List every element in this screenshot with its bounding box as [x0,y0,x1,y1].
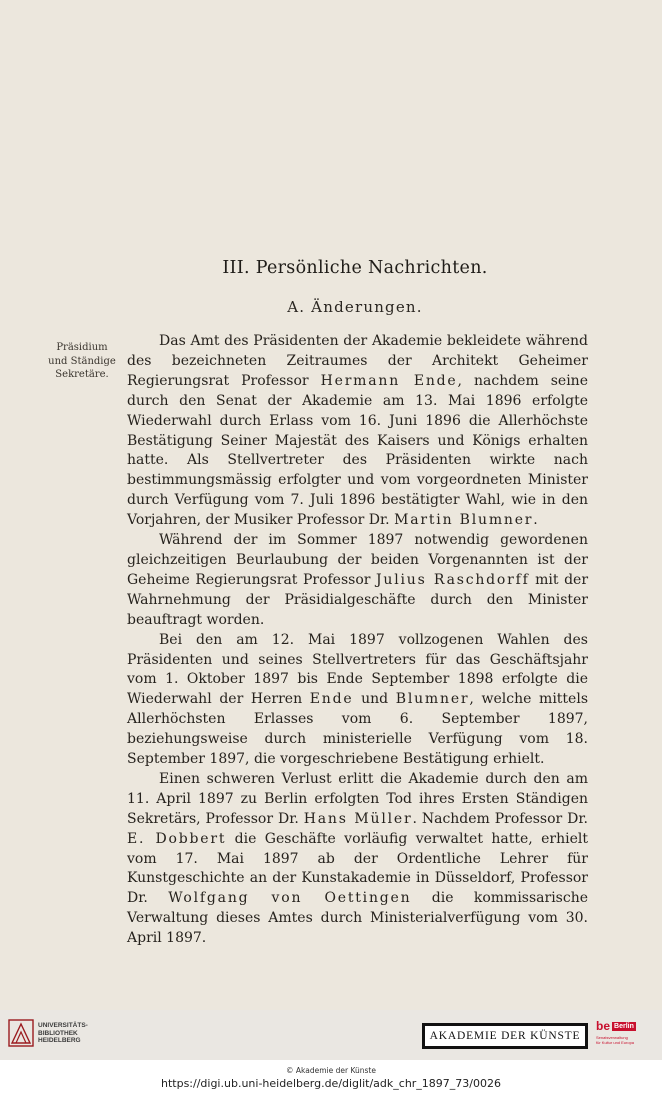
berlin-mark [596,1019,654,1033]
margin-note-line: Sekretäre. [55,369,109,380]
library-name-line: UNIVERSITÄTS- [38,1022,88,1029]
paragraph-text: . [533,512,538,529]
margin-note [40,341,124,382]
library-name-line: BIBLIOTHEK [38,1029,78,1037]
university-library-name[interactable] [38,1022,88,1045]
subsection-heading: A. Änderungen. [287,298,423,316]
margin-note-line: Präsidium [56,342,108,353]
paragraph [127,631,588,770]
paragraph-text: mit der Wahrnehmung der Präsidialgeschäfte durch den Minister beauftragt worden. [127,571,589,628]
paragraph-text: und [353,691,396,708]
copyright-notice: © Akademie der Künste [286,1066,376,1075]
body-text [127,332,588,949]
paragraph [127,770,588,949]
berlin-flag: Berlin [614,1022,634,1030]
paragraph [127,531,588,631]
spaced-name: Wolfgang von Oettingen [168,890,412,907]
akademie-der-kuenste-logo[interactable] [422,1023,588,1049]
paragraph-text: die kommissarische Verwaltung dieses Amtes durch Ministerialverfügung vom 30. April 1897. [127,890,589,947]
paragraph-text: , nachdem seine durch den Senat der Akademie am 13. Mai 1896 erfolgte Wiederwahl durch Erlass vom 16. Juni 1896 die Allerhöchste Bestätigung Seiner Majestät des Kaisers und Königs erhalten hatte. Als Stellvertreter des Präsidenten wirkte nach bestimmungsmässig erfolgter und vom vorgeordneten Minister durch Verfügung vom 7. Juli 1896 bestätigter Wahl, wie in den Vorjahren, der Musiker Professor Dr. [127,372,588,529]
paragraph-text: , welche mittels Allerhöchsten Erlasses vom 6. September 1897, beziehungsweise durch ministerielle Verfügung vom 18. September 1897, die vorgeschriebene Bestätigung erhielt. [127,691,588,768]
document-url[interactable]: https://digi.ub.uni-heidelberg.de/diglit/adk_chr_1897_73/0026 [160,1077,502,1090]
university-library-logo-icon[interactable] [8,1018,34,1052]
paragraph-text: Bei den am 12. Mai 1897 vollzogenen Wahlen des Präsidenten und seines Stellvertreters für das Geschäftsjahr vom 1. Oktober 1897 bis Ende September 1898 erfolgte die Wiederwahl der Herren [127,631,588,708]
akademie-label: AKADEMIE DER KÜNSTE [425,1026,585,1046]
berlin-subtext-line: Senatsverwaltung [596,1035,628,1040]
section-heading: III. Persönliche Nachrichten. [222,258,488,278]
spaced-name: Hans Müller [303,810,413,827]
paragraph-text: die Geschäfte vorläufig verwaltet hatte, erhielt vom 17. Mai 1897 ab der Ordentliche Lehrer für Kunstgeschichte an der Kunstakademie in Düsseldorf, Professor Dr. [127,830,588,907]
spaced-name: Blumner [395,691,470,708]
paragraph-text: . Nachdem Professor Dr. [412,810,588,827]
spaced-name: Julius Raschdorff [376,571,530,588]
spaced-name: Ende [309,691,354,708]
berlin-subtext [596,1035,654,1045]
spaced-name: Martin Blumner [394,512,534,529]
margin-note-line: und Ständige [48,355,116,367]
berlin-mark-text: be [596,1019,611,1033]
paragraph-text: Das Amt des Präsidenten der Akademie bekleidete während des bezeichneten Zeitraumes der Architekt Geheimer Regierungsrat Professor [127,333,588,389]
library-name-line: HEIDELBERG [38,1037,81,1045]
berlin-senate-logo[interactable] [596,1019,654,1055]
paragraph [127,332,588,531]
spaced-name: Hermann Ende [320,372,458,389]
paragraph-text: Einen schweren Verlust erlitt die Akademie durch den am 11. April 1897 zu Berlin erfolgten Tod ihres Ersten Ständigen Sekretärs, Professor Dr. [127,770,588,827]
spaced-name: E. Dobbert [127,830,227,847]
berlin-subtext-line: für Kultur und Europa [596,1040,635,1045]
paragraph-text: Während der im Sommer 1897 notwendig gewordenen gleichzeitigen Beurlaubung der beiden Vorgenannten ist der Geheime Regierungsrat Professor [127,532,588,588]
footer-bar [0,1010,662,1060]
